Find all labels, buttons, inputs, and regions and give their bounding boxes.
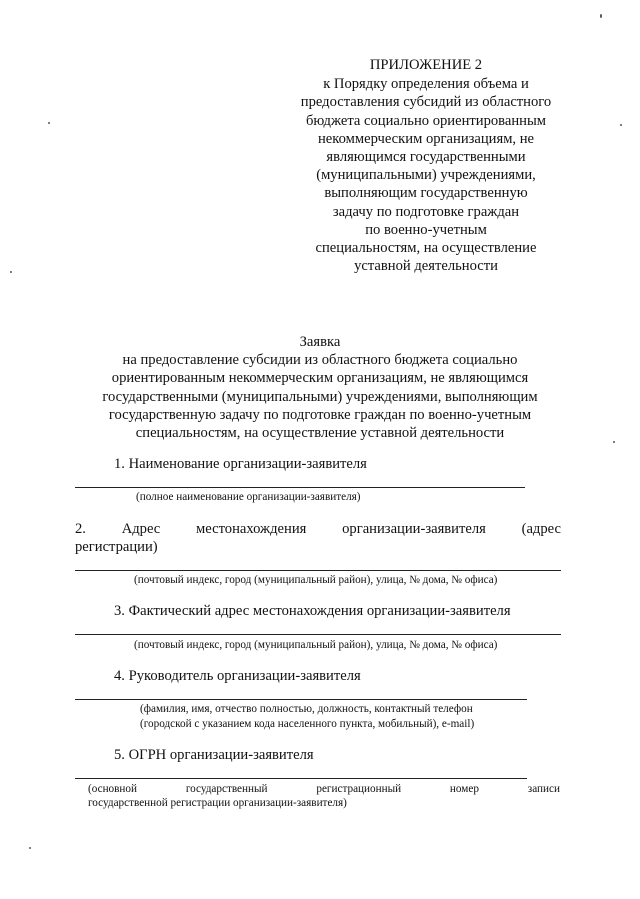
field-2-line[interactable] bbox=[75, 570, 561, 571]
field-2-word: Адрес bbox=[121, 521, 161, 537]
appendix-line: выполняющим государственную bbox=[324, 185, 528, 202]
request-line: государственную задачу по подготовке граждан по военно-учетным bbox=[108, 406, 532, 423]
field-1-line[interactable] bbox=[75, 487, 525, 488]
field-5-label: 5. ОГРН организации-заявителя bbox=[114, 747, 314, 763]
appendix-line: уставной деятельности bbox=[354, 258, 498, 275]
field-5-hint-word: номер bbox=[449, 783, 479, 795]
field-5-line[interactable] bbox=[75, 778, 527, 779]
appendix-line: некоммерческим организациям, не bbox=[317, 130, 535, 147]
field-4-hint: (городской с указанием кода населенного пункта, мобильный), e-mail) bbox=[140, 718, 475, 730]
field-3-line[interactable] bbox=[75, 634, 561, 635]
field-2-word: местонахождения bbox=[196, 521, 307, 537]
field-2-label bbox=[75, 520, 561, 556]
request-line: на предоставление субсидии из областного бюджета социально bbox=[122, 352, 518, 369]
appendix-line: (муниципальными) учреждениями, bbox=[316, 167, 536, 184]
field-5-hint-cont: государственной регистрации организации-заявителя) bbox=[88, 797, 347, 809]
scan-speck bbox=[29, 847, 31, 849]
appendix-line: предоставления субсидий из областного bbox=[300, 94, 552, 111]
scan-speck bbox=[10, 271, 12, 273]
field-4-line[interactable] bbox=[75, 699, 527, 700]
field-5-hint-word: государственный bbox=[185, 783, 268, 795]
field-2-word: (адрес bbox=[521, 521, 561, 537]
field-3-hint: (почтовый индекс, город (муниципальный район), улица, № дома, № офиса) bbox=[134, 639, 498, 651]
request-line: государственными (муниципальными) учреждениями, выполняющим bbox=[102, 388, 538, 405]
field-5-hint-word: записи bbox=[527, 783, 560, 795]
appendix-line: бюджета социально ориентированным bbox=[305, 112, 547, 129]
appendix-line: являющимся государственными bbox=[326, 149, 526, 166]
field-2-hint: (почтовый индекс, город (муниципальный район), улица, № дома, № офиса) bbox=[134, 574, 498, 586]
field-1-label: 1. Наименование организации-заявителя bbox=[114, 456, 367, 472]
request-title: Заявка bbox=[299, 334, 341, 350]
field-5-hint bbox=[88, 782, 560, 810]
field-1-hint: (полное наименование организации-заявителя) bbox=[136, 491, 361, 503]
request-line: ориентированным некоммерческим организациям, не являющимся bbox=[111, 370, 529, 387]
request-title-block bbox=[60, 333, 580, 442]
appendix-line: задачу по подготовке граждан bbox=[332, 203, 520, 220]
field-3-label: 3. Фактический адрес местонахождения организации-заявителя bbox=[114, 603, 511, 619]
field-4-label: 4. Руководитель организации-заявителя bbox=[114, 668, 361, 684]
field-2-label-cont: регистрации) bbox=[75, 539, 158, 555]
scan-speck bbox=[613, 441, 615, 443]
appendix-line: специальностям, на осуществление bbox=[315, 240, 537, 257]
appendix-header bbox=[288, 56, 564, 275]
appendix-line: к Порядку определения объема и bbox=[323, 76, 529, 93]
field-5-hint-word: (основной bbox=[88, 783, 137, 795]
scan-speck bbox=[48, 122, 50, 124]
scan-speck bbox=[620, 124, 622, 126]
appendix-heading: ПРИЛОЖЕНИЕ 2 bbox=[369, 57, 483, 73]
scan-speck bbox=[600, 14, 602, 18]
field-4-hint: (фамилия, имя, отчество полностью, должность, контактный телефон bbox=[140, 703, 473, 715]
field-2-word: организации-заявителя bbox=[342, 521, 486, 537]
field-5-hint-word: регистрационный bbox=[316, 783, 402, 795]
request-line: специальностям, на осуществление уставной деятельности bbox=[135, 425, 505, 442]
appendix-line: по военно-учетным bbox=[365, 221, 487, 238]
field-2-word: 2. bbox=[75, 521, 86, 537]
